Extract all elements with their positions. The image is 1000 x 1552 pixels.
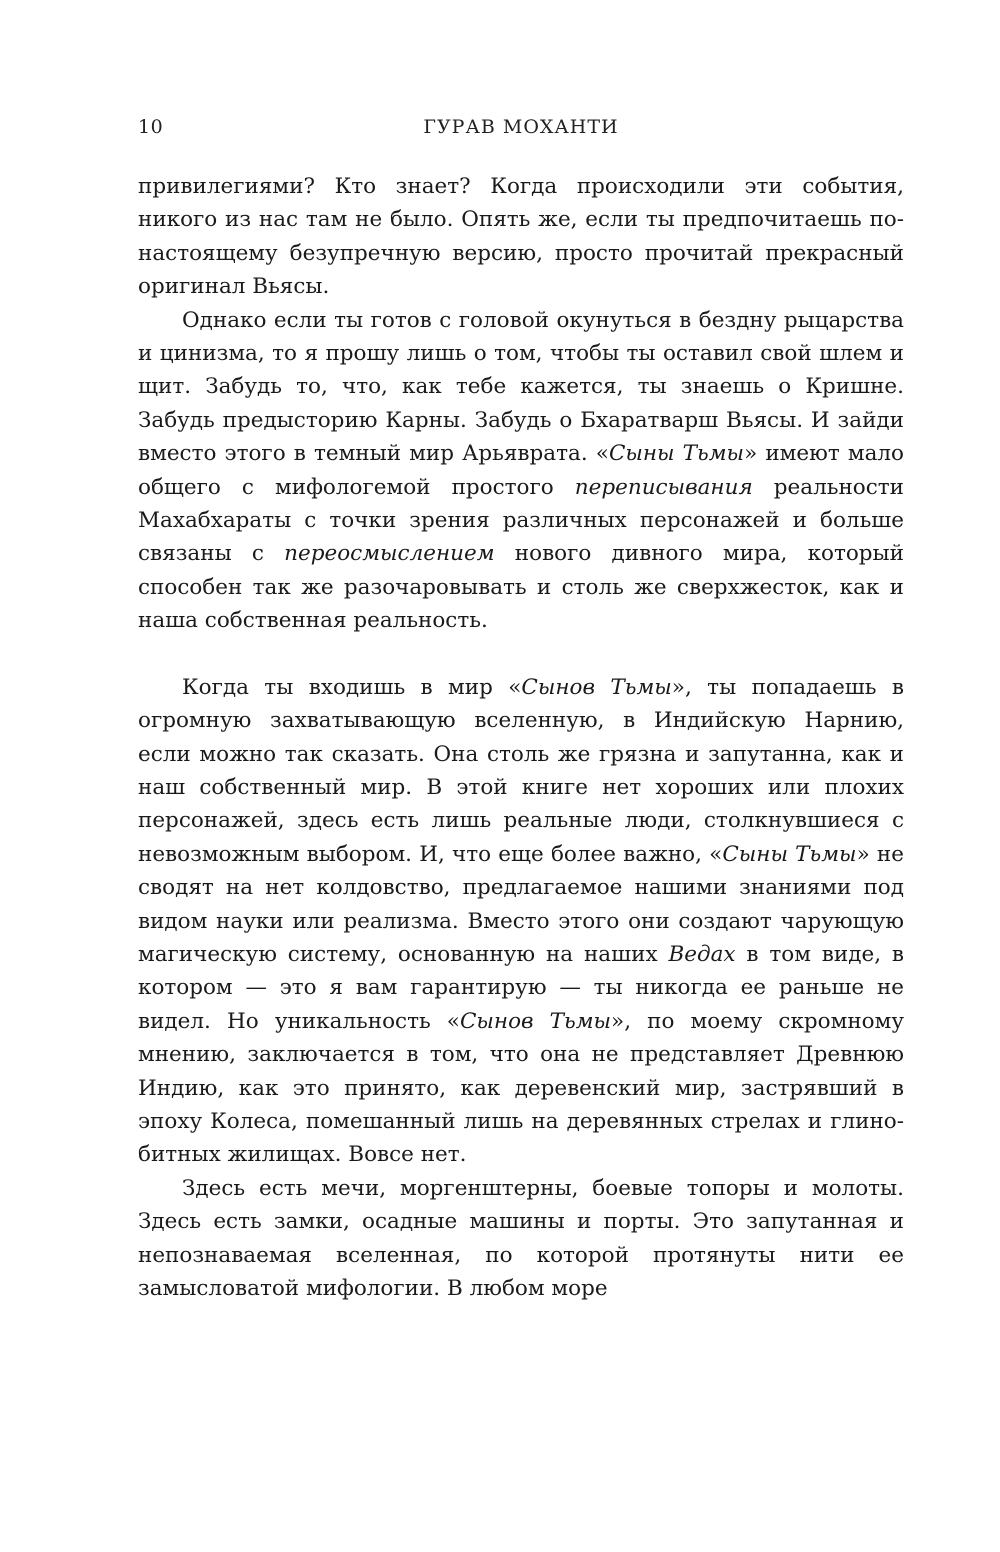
page-number: 10 bbox=[138, 116, 164, 138]
text-segment: нового дивного мира, который способен так же разочаровывать и столь же сверхжесток, как и наша собственная реальность. bbox=[138, 541, 905, 634]
book-title-italic: Сыны Тьмы bbox=[722, 841, 857, 867]
book-title-italic: Сынов Тьмы bbox=[459, 1008, 612, 1034]
paragraph bbox=[138, 1172, 904, 1306]
text-segment: Здесь есть мечи, моргенштерны, боевые топоры и молоты. Здесь есть замки, осадные машины и порты. Это запутанная и непознаваемая вселенная, по которой протянуты нити ее замысловатой мифологии. В любом море bbox=[138, 1175, 904, 1301]
text-segment: реальности Махабхараты с точки зрения различных персонажей и больше связаны с bbox=[138, 474, 904, 567]
emphasis-italic: переписывания bbox=[574, 474, 753, 500]
running-head bbox=[138, 110, 904, 150]
text-segment: », по моему скромному мнению, заключается в том, что она не представляет Древнюю Индию, как это принято, как деревенский мир, застрявший в эпоху Колеса, помешанный лишь на деревянных стрелах и глинобитных жилищах. Вовсе нет. bbox=[138, 1008, 904, 1168]
text-segment: », ты попадаешь в огромную захватывающую вселенную, в Индийскую Нарнию, если можно так сказать. Она столь же грязна и запутанна, как и наш собственный мир. В этой книге нет хороших или плохих персонажей, здесь есть лишь реальные люди, столкнувшиеся с невозможным выбором. И, что еще более важно, « bbox=[138, 674, 904, 867]
book-title-italic: Сынов Тьмы bbox=[521, 674, 672, 700]
body-text bbox=[138, 170, 904, 1305]
emphasis-italic: переосмыслением bbox=[284, 541, 495, 567]
emphasis-italic: Ведах bbox=[668, 941, 736, 967]
text-segment: Однако если ты готов с головой окунуться в бездну рыцарства и цинизма, то я прошу лишь о том, чтобы ты оставил свой шлем и щит. Забудь то, что, как тебе кажется, ты знаешь о Кришне. Забудь предысторию Карны. Забудь о Бхаратварш Вьясы. И зайди вместо этого в темный мир Арьяврата. « bbox=[138, 307, 904, 467]
text-segment: в том виде, в котором — это я вам гарантирую — ты никогда ее раньше не видел. Но уникальность « bbox=[138, 941, 904, 1034]
paragraph bbox=[138, 170, 904, 304]
paragraph bbox=[138, 304, 904, 638]
book-title-italic: Сыны Тьмы bbox=[608, 441, 745, 467]
text-segment: Когда ты входишь в мир « bbox=[182, 674, 522, 700]
text-segment: привилегиями? Кто знает? Когда происходили эти события, никого из нас там не было. Опять же, если ты предпочитаешь по-настоящему безупречную версию, просто прочитай прекрасный оригинал Вьясы. bbox=[138, 174, 904, 300]
text-segment: » не сводят на нет колдовство, предлагаемое нашими знаниями под видом науки или реализма. Вместо этого они создают чарующую магическую систему, основанную на наших bbox=[138, 841, 904, 967]
paragraph bbox=[138, 671, 904, 1172]
running-head-author: ГУРАВ МОХАНТИ bbox=[423, 116, 619, 138]
text-segment: » имеют мало общего с мифологемой простого bbox=[138, 441, 904, 500]
book-page bbox=[138, 110, 904, 1305]
